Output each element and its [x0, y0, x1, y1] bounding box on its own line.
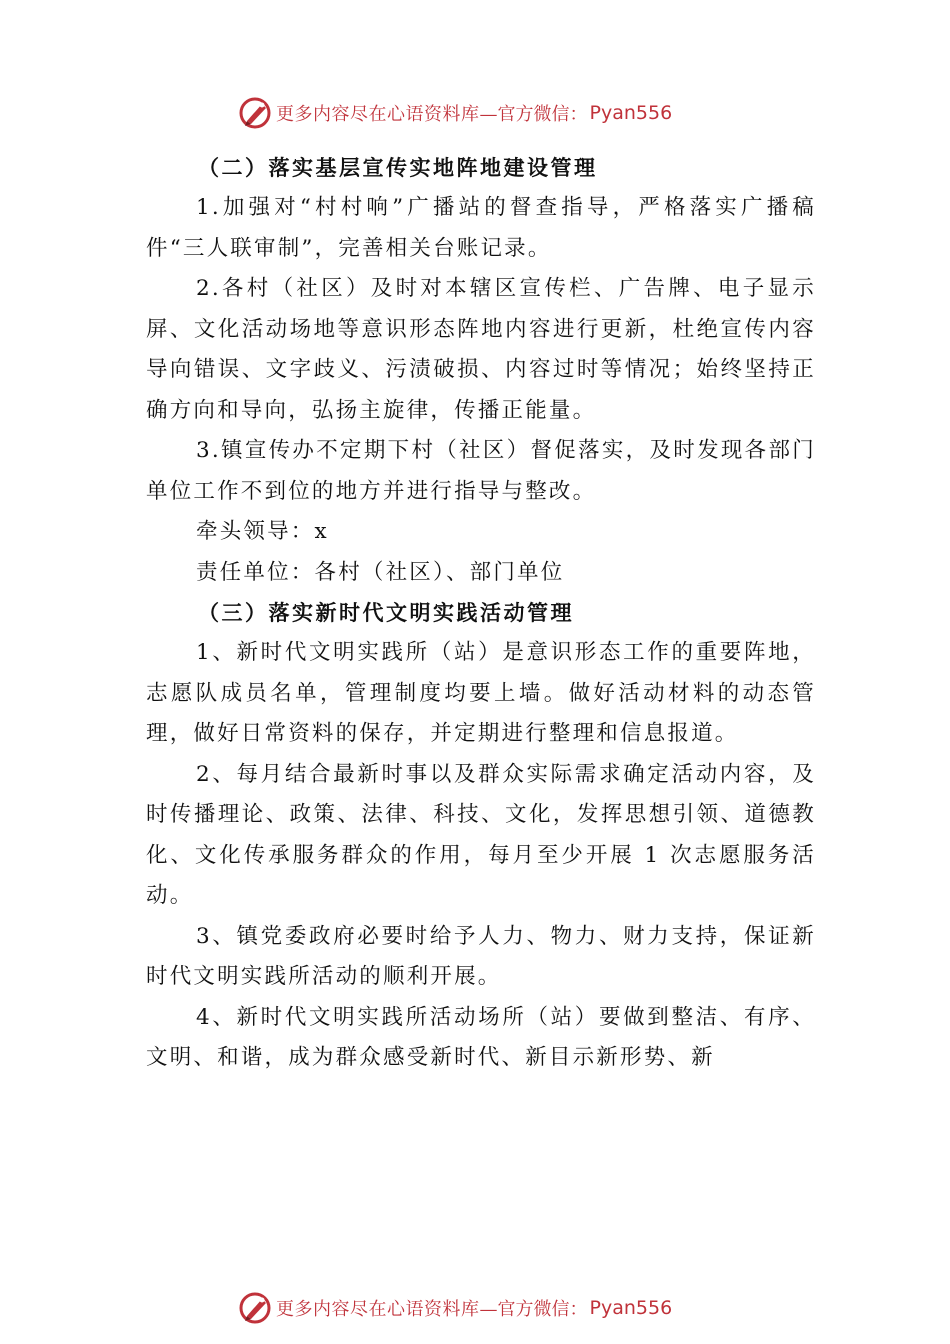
document-body	[146, 148, 816, 1079]
paragraph: 4、新时代文明实践所活动场所（站）要做到整洁、有序、文明、和谐，成为群众感受新时代、新目示新形势、新	[146, 1004, 816, 1070]
paragraph: 2.各村（社区）及时对本辖区宣传栏、广告牌、电子显示屏、文化活动场地等意识形态阵地内容进行更新，杜绝宣传内容导向错误、文字歧义、污渍破损、内容过时等情况；始终坚持正确方向和导向，弘扬主旋律，传播正能量。	[146, 276, 816, 423]
footer-banner	[238, 1290, 672, 1326]
pen-logo-icon	[238, 1291, 272, 1325]
banner-text: 更多内容尽在心语资料库	[276, 104, 480, 125]
responsible-unit: 责任单位：各村（社区）、部门单位	[196, 559, 565, 585]
header-banner	[238, 95, 672, 131]
wechat-id: Pyan556	[589, 1297, 673, 1319]
paragraph: 1.加强对“村村响”广播站的督查指导，严格落实广播稿件“三人联审制”，完善相关台账记录。	[146, 195, 816, 261]
banner-separator: —官方微信：	[479, 104, 588, 125]
wechat-id: Pyan556	[589, 102, 673, 124]
paragraph: 3.镇宣传办不定期下村（社区）督促落实，及时发现各部门单位工作不到位的地方并进行指导与整改。	[146, 438, 816, 504]
pen-logo-icon	[238, 96, 272, 130]
paragraph: 2、每月结合最新时事以及群众实际需求确定活动内容，及时传播理论、政策、法律、科技、文化，发挥思想引领、道德教化、文化传承服务群众的作用，每月至少开展 1 次志愿服务活动。	[146, 761, 816, 908]
banner-text: 更多内容尽在心语资料库	[276, 1299, 480, 1320]
paragraph: 1、新时代文明实践所（站）是意识形态工作的重要阵地，志愿队成员名单，管理制度均要上墙。做好活动材料的动态管理，做好日常资料的保存，并定期进行整理和信息报道。	[146, 640, 816, 746]
paragraph: 3、镇党委政府必要时给予人力、物力、财力支持，保证新时代文明实践所活动的顺利开展。	[146, 923, 816, 989]
banner-separator: —官方微信：	[479, 1299, 588, 1320]
section-heading: （二）落实基层宣传实地阵地建设管理	[198, 156, 598, 180]
lead-leader: 牵头领导：x	[196, 519, 329, 544]
section-heading: （三）落实新时代文明实践活动管理	[198, 601, 574, 625]
